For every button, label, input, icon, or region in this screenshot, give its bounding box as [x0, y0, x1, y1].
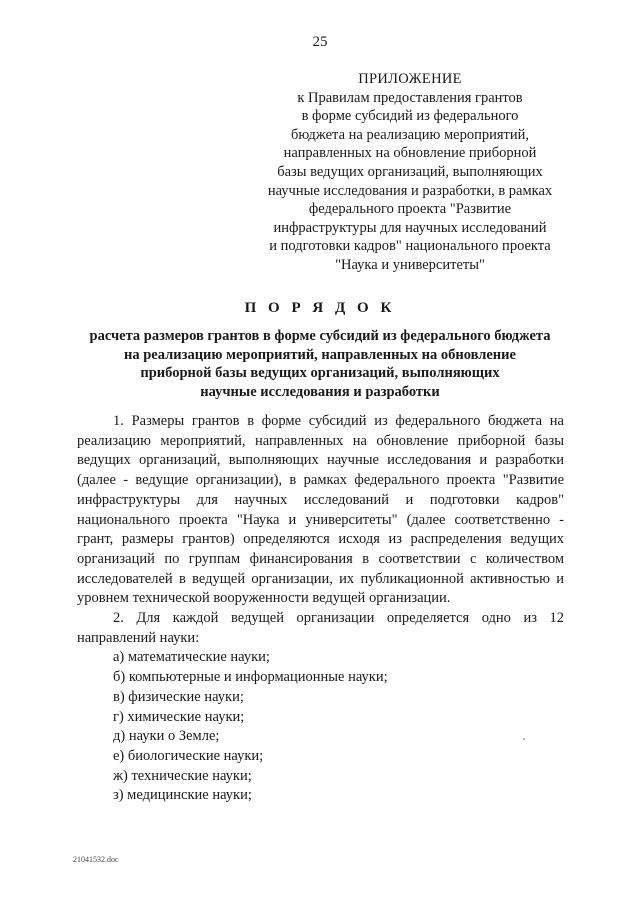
- order-subtitle-line: на реализацию мероприятий, направленных на обновление: [124, 346, 516, 363]
- appendix-line: направленных на обновление приборной: [283, 145, 537, 162]
- appendix-line: "Наука и университеты": [335, 256, 485, 273]
- appendix-line: базы ведущих организаций, выполняющих: [277, 163, 543, 180]
- appendix-line: к Правилам предоставления грантов: [297, 89, 523, 106]
- appendix-line: федерального проекта "Развитие: [308, 201, 512, 218]
- paragraph-1: 1. Размеры грантов в форме субсидий из федерального бюджета на реализацию мероприятий, направленных на обновление приборной базы ведущих организаций, выполняющих научные исследования и разработки (далее - ведущие организации), в рамках федерального проекта "Развитие инфраструктуры для научных исследований и подготовки кадров" национального проекта "Наука и университеты" (далее соответственно - грант, размеры грантов) определяются исходя из распределения ведущих организаций по группам финансирования в соответствии с количеством исследователей в ведущей организации, их публикационной активностью и уровнем технической вооруженности ведущей организации.: [77, 413, 564, 607]
- list-item: в) физические науки;: [113, 688, 244, 705]
- science-directions-list: [77, 648, 564, 806]
- order-title: П О Р Я Д О К: [244, 300, 396, 316]
- list-item: ж) технические науки;: [113, 767, 252, 784]
- order-subtitle-line: приборной базы ведущих организаций, выполняющих: [140, 365, 500, 381]
- appendix-line: бюджета на реализацию мероприятий,: [290, 126, 530, 143]
- order-subtitle-line: научные исследования и разработки: [200, 383, 440, 400]
- document-body: [77, 412, 564, 806]
- appendix-title: ПРИЛОЖЕНИЕ: [358, 71, 462, 87]
- list-item: з) медицинские науки;: [113, 787, 252, 804]
- appendix-line: в форме субсидий из федерального: [301, 108, 519, 125]
- footer-file-code: 21041532.doc: [73, 855, 119, 864]
- list-item: д) науки о Земле;: [113, 728, 220, 745]
- order-subtitle-line: расчета размеров грантов в форме субсидий из федерального бюджета: [89, 328, 551, 344]
- list-item: а) математические науки;: [113, 649, 270, 666]
- list-item: е) биологические науки;: [113, 747, 264, 764]
- list-item: б) компьютерные и информационные науки;: [113, 669, 388, 686]
- scan-artifact: [523, 738, 525, 740]
- list-item: г) химические науки;: [113, 708, 245, 725]
- appendix-line: инфраструктуры для научных исследований: [273, 219, 547, 236]
- paragraph-2: 2. Для каждой ведущей организации определяется одно из 12 направлений науки:: [77, 610, 564, 646]
- appendix-line: и подготовки кадров" национального проекта: [269, 238, 551, 255]
- appendix-line: научные исследования и разработки, в рамках: [267, 182, 553, 199]
- page-number: 25: [312, 34, 328, 50]
- order-subtitle: [60, 327, 580, 401]
- appendix-block: [255, 70, 565, 275]
